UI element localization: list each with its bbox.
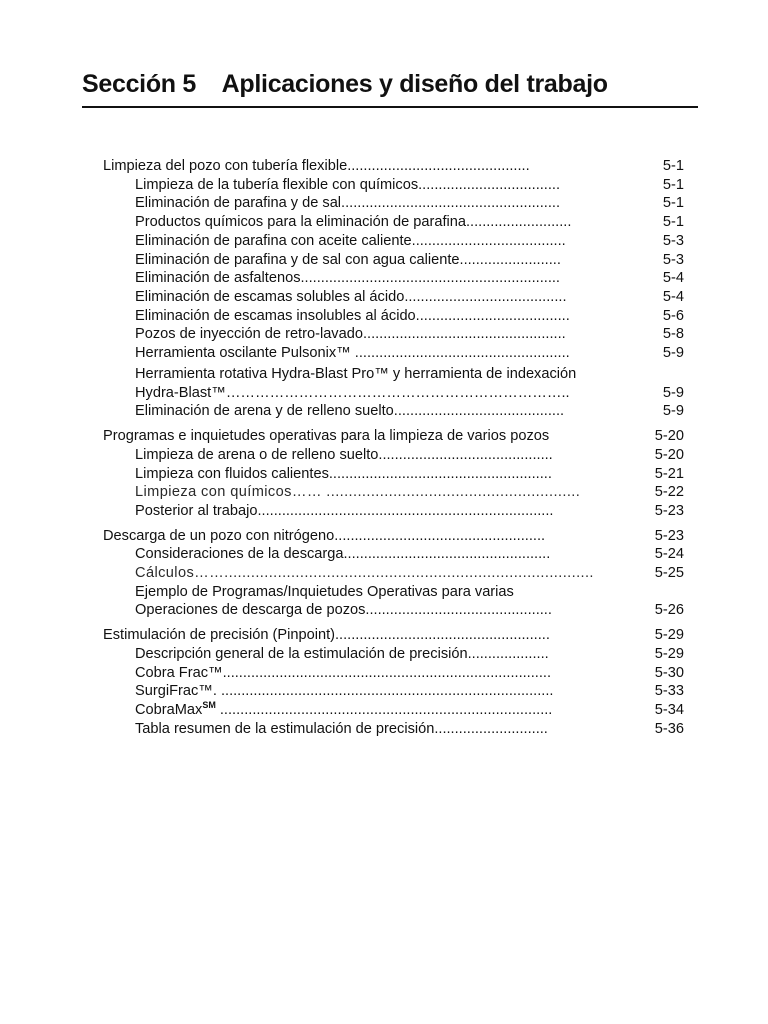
toc-page-number: 5-30	[654, 664, 684, 681]
toc-entry-title: Consideraciones de la descarga...................................................	[135, 546, 551, 563]
toc-entry-title: Pozos de inyección de retro-lavado..................................................	[135, 326, 566, 343]
toc-entry-title: Posterior al trabajo.........................................................................	[135, 502, 554, 519]
toc-page-number: 5-3	[662, 251, 684, 268]
toc-entry-title: Limpieza de la tubería flexible con químicos...................................	[135, 176, 561, 193]
toc-entry-title: Productos químicos para la eliminación de parafina..........................	[135, 214, 572, 231]
toc-page-number: 5-23	[654, 502, 684, 519]
toc-page-number: 5-1	[662, 195, 684, 212]
toc-entry-title: Herramienta oscilante Pulsonix™ .....................................................	[135, 345, 570, 362]
toc-page-number: 5-36	[654, 720, 684, 737]
toc-page-number: 5-29	[654, 645, 684, 662]
toc-entry[interactable]	[103, 288, 688, 307]
toc-entry-title-line1: Ejemplo de Programas/Inquietudes Operativas para varias	[135, 583, 514, 600]
toc-entry-main[interactable]	[103, 427, 688, 446]
toc-entry-title: Eliminación de parafina y de sal con agua caliente.........................	[135, 251, 561, 268]
toc-entry[interactable]	[103, 483, 688, 502]
toc-entry-title: Hydra-Blast™……………………………………………………………..	[135, 384, 570, 401]
toc-entry-title: Eliminación de escamas solubles al ácido........................................	[135, 288, 567, 305]
toc-entry[interactable]	[103, 720, 688, 739]
toc-entry-main[interactable]	[103, 157, 688, 176]
toc-entry-example-cont[interactable]	[103, 601, 688, 620]
toc-entry[interactable]	[103, 564, 688, 583]
toc-entry-title: Limpieza del pozo con tubería flexible.............................................	[103, 158, 530, 174]
toc-section-nitrogen-unloading	[103, 527, 688, 621]
toc-entry-title: Limpieza con fluidos calientes.......................................................	[135, 465, 552, 482]
toc-page-number: 5-33	[654, 683, 684, 700]
toc-entry[interactable]	[103, 545, 688, 564]
toc-page-number: 5-21	[654, 465, 684, 482]
toc-page-number: 5-8	[662, 326, 684, 343]
toc-page-number: 5-9	[662, 384, 684, 401]
toc-entry[interactable]	[103, 502, 688, 521]
toc-entry-title: Cobra Frac™.................................................................................	[135, 664, 552, 681]
toc-page-number: 5-20	[654, 446, 684, 463]
toc-entry[interactable]	[103, 645, 688, 664]
toc-entry[interactable]	[103, 664, 688, 683]
toc-entry-title: Eliminación de asfaltenos................................................................	[135, 270, 560, 287]
toc-entry-title-line1: Herramienta rotativa Hydra-Blast Pro™ y herramienta de indexación	[135, 365, 577, 382]
toc-entry-title: Programas e inquietudes operativas para la limpieza de varios pozos	[103, 428, 550, 445]
toc-page-number: 5-23	[654, 527, 684, 544]
toc-page-number: 5-1	[662, 176, 684, 193]
toc-page-number: 5-22	[654, 484, 684, 501]
toc-page-number: 5-9	[662, 403, 684, 420]
toc-entry-title: Eliminación de parafina con aceite caliente......................................	[135, 232, 566, 249]
toc-page-number: 5-6	[662, 307, 684, 324]
section-title: Sección 5 Aplicaciones y diseño del trabajo	[82, 70, 608, 98]
toc-section-multiwell-programs	[103, 427, 688, 521]
toc-entry-cobramax[interactable]	[103, 701, 688, 720]
toc-entry-title: Cálculos……...................................................................................	[135, 565, 594, 582]
toc-entry[interactable]	[103, 232, 688, 251]
toc-page-number: 5-4	[662, 270, 684, 287]
toc-entry-hydra-blast-cont[interactable]	[103, 384, 688, 403]
toc-entry-title: Eliminación de escamas insolubles al ácido......................................	[135, 307, 570, 324]
toc-entry[interactable]	[103, 682, 688, 701]
toc-page-number: 5-9	[662, 345, 684, 362]
toc-entry[interactable]	[103, 446, 688, 465]
toc-page-number: 5-20	[654, 428, 684, 445]
toc-entry[interactable]	[103, 251, 688, 270]
toc-entry-title: Descarga de un pozo con nitrógeno....................................................	[103, 527, 546, 544]
toc-entry[interactable]	[103, 213, 688, 232]
title-underline	[82, 106, 698, 108]
toc-entry[interactable]	[103, 269, 688, 288]
toc-entry[interactable]	[103, 344, 688, 363]
toc-page-number: 5-4	[662, 288, 684, 305]
toc-page-number: 5-26	[654, 602, 684, 619]
toc-entry[interactable]	[103, 176, 688, 195]
toc-entry[interactable]	[103, 325, 688, 344]
toc-section-pinpoint-stimulation	[103, 626, 688, 738]
toc-entry-title: Eliminación de parafina y de sal......................................................	[135, 195, 561, 212]
toc-entry-example[interactable]	[103, 583, 688, 602]
toc-entry[interactable]	[103, 402, 688, 421]
toc-entry[interactable]	[103, 194, 688, 213]
toc-page-number: 5-24	[654, 546, 684, 563]
toc-section-wellbore-cleanout	[103, 157, 688, 421]
toc-entry-title: Limpieza de arena o de relleno suelto...........................................	[135, 446, 553, 463]
service-mark: SM	[202, 700, 216, 711]
toc-entry-title: CobraMax	[135, 701, 203, 718]
toc-entry-main[interactable]	[103, 527, 688, 546]
toc-entry-title: Tabla resumen de la estimulación de precisión............................	[135, 720, 548, 737]
toc-page-number: 5-25	[654, 565, 684, 582]
toc-entry-title: Eliminación de arena y de relleno suelto..........................................	[135, 403, 565, 420]
toc-page-number: 5-34	[654, 701, 684, 718]
table-of-contents	[103, 157, 688, 744]
toc-entry-title: Estimulación de precisión (Pinpoint).....................................................	[103, 627, 550, 644]
toc-leader-dots: ..................................................................................	[215, 701, 553, 718]
toc-page-number: 5-3	[662, 232, 684, 249]
toc-page-number: 5-29	[654, 627, 684, 644]
toc-entry-title: Descripción general de la estimulación de precisión....................	[135, 645, 549, 662]
toc-entry-title: Limpieza con químicos…… .........................................................	[135, 484, 581, 501]
toc-entry-title: SurgiFrac™. ..................................................................................	[135, 683, 554, 700]
toc-entry[interactable]	[103, 465, 688, 484]
toc-page-number: 5-1	[662, 158, 684, 174]
toc-entry-title: Operaciones de descarga de pozos..............................................	[135, 602, 552, 619]
toc-page-number: 5-1	[662, 214, 684, 231]
toc-entry[interactable]	[103, 307, 688, 326]
toc-entry-main[interactable]	[103, 626, 688, 645]
toc-entry-hydra-blast[interactable]	[103, 363, 688, 384]
